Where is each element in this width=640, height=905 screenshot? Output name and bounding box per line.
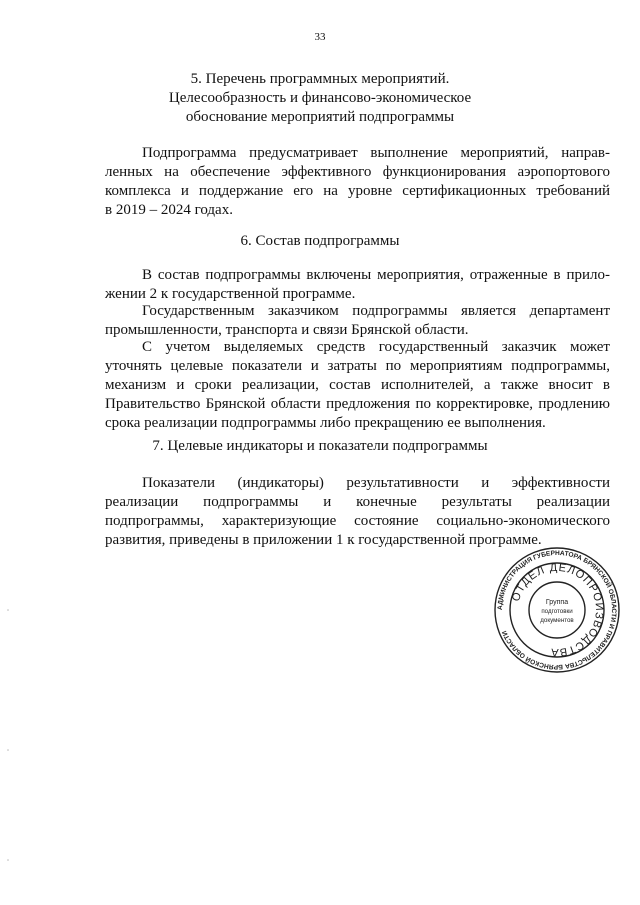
paragraph-line: реализации подпрограммы и конечные результаты реализации <box>105 494 610 510</box>
paragraph-line: промышленности, транспорта и связи Брянской области. <box>105 322 469 338</box>
section-6-paragraph-3 <box>105 338 610 433</box>
paragraph-line: в 2019 – 2024 годах. <box>105 202 233 218</box>
paragraph-line: подпрограммы, характеризующие состояние социально-экономического <box>105 513 610 529</box>
section-7-paragraph <box>105 474 610 550</box>
seal-center-line: подготовки <box>541 608 573 615</box>
paragraph-line: механизм и сроки реализации, состав исполнителей, а также вносит в <box>105 377 610 393</box>
section-5-heading-line: Целесообразность и финансово-экономическое <box>168 90 472 106</box>
section-6-heading-line: 6. Состав подпрограммы <box>240 233 400 249</box>
paragraph-line: уточнять целевые показатели и затраты по мероприятиям подпрограммы, <box>105 358 610 374</box>
paragraph-line: Государственным заказчиком подпрограммы является департамент <box>142 303 610 319</box>
paragraph-line: С учетом выделяемых средств государственный заказчик может <box>142 339 610 355</box>
seal-middle-textpath: ОТДЕЛ ДЕЛОПРОИЗВОДСТВА <box>510 561 606 659</box>
section-5-paragraph <box>105 144 610 220</box>
section-6-paragraph-2 <box>105 302 610 340</box>
seal-center-line: Группа <box>545 599 569 606</box>
paragraph-line: Правительство Брянской области предложения по корректировке, продлению <box>105 396 610 412</box>
paragraph-line: жении 2 к государственной программе. <box>105 286 356 302</box>
section-6-heading <box>0 232 640 251</box>
section-5-heading-line: обоснование мероприятий подпрограммы <box>185 109 455 125</box>
paragraph-line: срока реализации подпрограммы либо прекращению ее выполнения. <box>105 415 546 431</box>
paragraph-line: комплекса и поддержание его на уровне сертификационных требований <box>105 183 610 199</box>
paragraph-line: Показатели (индикаторы) результативности и эффективности <box>142 475 610 491</box>
section-5-heading <box>0 70 640 127</box>
seal-center-line: документов <box>540 617 574 624</box>
page-number: 33 <box>314 31 326 43</box>
official-seal <box>492 545 622 675</box>
paragraph-line: ленных на обеспечение эффективного функционирования аэропортового <box>105 164 610 180</box>
paragraph-line: Подпрограмма предусматривает выполнение мероприятий, направ- <box>142 145 610 161</box>
paragraph-line: В состав подпрограммы включены мероприятия, отраженные в прило- <box>142 267 610 283</box>
section-5-heading-line: 5. Перечень программных мероприятий. <box>190 71 450 87</box>
scan-margin-specks <box>6 600 10 880</box>
seal-outer-textpath: АДМИНИСТРАЦИЯ ГУБЕРНАТОРА БРЯНСКОЙ ОБЛАСТИ И ПРАВИТЕЛЬСТВА БРЯНСКОЙ ОБЛАСТИ <box>496 549 618 671</box>
paragraph-line: развития, приведены в приложении 1 к государственной программе. <box>105 532 542 548</box>
section-6-paragraph-1 <box>105 266 610 304</box>
section-7-heading <box>0 437 640 456</box>
section-7-heading-line: 7. Целевые индикаторы и показатели подпрограммы <box>152 438 488 454</box>
